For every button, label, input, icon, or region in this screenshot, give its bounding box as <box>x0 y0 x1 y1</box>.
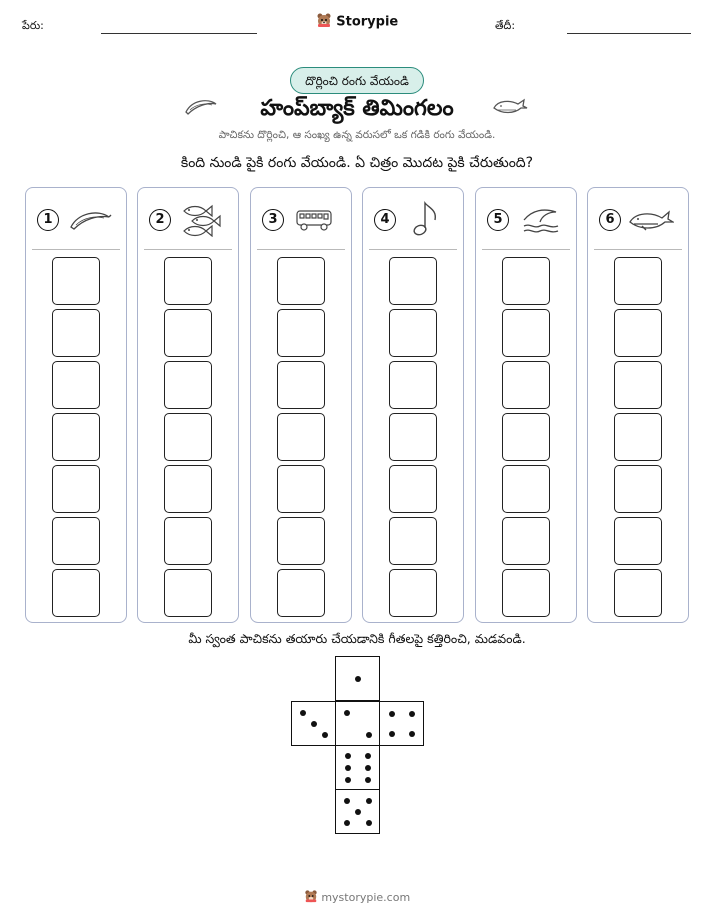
color-box[interactable] <box>52 361 100 409</box>
column-number: 3 <box>262 209 284 231</box>
color-box[interactable] <box>502 361 550 409</box>
color-box[interactable] <box>52 569 100 617</box>
dice-face-5 <box>335 789 380 834</box>
column-5 <box>475 187 577 623</box>
whale-icon <box>628 206 674 238</box>
dice-pip <box>355 809 361 815</box>
column-6 <box>587 187 689 623</box>
brand-logo <box>0 12 714 32</box>
color-box[interactable] <box>614 569 662 617</box>
color-box[interactable] <box>502 257 550 305</box>
color-box[interactable] <box>389 309 437 357</box>
bear-icon <box>304 893 322 906</box>
color-box[interactable] <box>164 257 212 305</box>
color-box[interactable] <box>277 257 325 305</box>
dice-pip <box>322 732 328 738</box>
color-box[interactable] <box>52 465 100 513</box>
color-box[interactable] <box>164 517 212 565</box>
question: కింది నుండి పైకి రంగు వేయండి. ఏ చిత్రం మొదట పైకి చేరుతుంది? <box>180 155 534 171</box>
color-box[interactable] <box>614 361 662 409</box>
color-box[interactable] <box>164 361 212 409</box>
color-box[interactable] <box>277 465 325 513</box>
dice-pip <box>345 753 351 759</box>
dice-pip <box>344 820 350 826</box>
dice-pip <box>365 753 371 759</box>
dice-pip <box>366 820 372 826</box>
dice-pip <box>389 731 395 737</box>
color-box[interactable] <box>277 361 325 409</box>
whale-icon <box>492 94 528 122</box>
dice-pip <box>409 731 415 737</box>
activity-badge: దొర్లించి రంగు వేయండి <box>290 67 424 94</box>
color-box[interactable] <box>389 465 437 513</box>
color-box[interactable] <box>389 257 437 305</box>
color-box[interactable] <box>164 413 212 461</box>
color-box[interactable] <box>277 413 325 461</box>
column-divider <box>594 249 682 250</box>
color-box[interactable] <box>614 309 662 357</box>
dice-pip <box>345 777 351 783</box>
dice-pip <box>409 711 415 717</box>
page-title: హంప్‌బ్యాక్ తిమింగలం <box>260 96 454 121</box>
color-box[interactable] <box>502 413 550 461</box>
color-box[interactable] <box>52 309 100 357</box>
color-box[interactable] <box>614 413 662 461</box>
dice-pip <box>366 732 372 738</box>
cut-fold-instruction: మీ స్వంత పాచికను తయారు చేయడానికి గీతలపై కత్తిరించి, మడవండి. <box>188 631 526 646</box>
color-box[interactable] <box>389 569 437 617</box>
color-box[interactable] <box>502 569 550 617</box>
date-line[interactable] <box>567 33 691 34</box>
dice-face-1 <box>335 656 380 701</box>
name-label: పేరు: <box>22 19 44 32</box>
column-divider <box>369 249 457 250</box>
color-box[interactable] <box>614 517 662 565</box>
name-line[interactable] <box>101 33 257 34</box>
column-number: 5 <box>487 209 509 231</box>
dice-pip <box>366 798 372 804</box>
column-number: 1 <box>37 209 59 231</box>
color-box[interactable] <box>277 517 325 565</box>
color-box[interactable] <box>614 257 662 305</box>
wave-icon <box>522 206 560 238</box>
color-box[interactable] <box>164 465 212 513</box>
bus-icon <box>295 208 335 236</box>
dice-pip <box>389 711 395 717</box>
column-divider <box>144 249 232 250</box>
color-box[interactable] <box>52 257 100 305</box>
column-4 <box>362 187 464 623</box>
brand-name: Storypie <box>336 14 399 30</box>
column-divider <box>257 249 345 250</box>
column-number: 6 <box>599 209 621 231</box>
color-box[interactable] <box>389 361 437 409</box>
column-2 <box>137 187 239 623</box>
dice-pip <box>345 765 351 771</box>
dice-pip <box>300 710 306 716</box>
dice-face-6 <box>335 745 380 790</box>
footer <box>0 889 714 906</box>
dice-pip <box>365 777 371 783</box>
color-box[interactable] <box>277 309 325 357</box>
color-box[interactable] <box>389 517 437 565</box>
banana-icon <box>68 207 112 237</box>
color-box[interactable] <box>164 569 212 617</box>
subtitle: పాచికను దొర్లించి, ఆ సంఖ్య ఉన్న వరుసలో ఒక గడికి రంగు వేయండి. <box>218 129 496 141</box>
color-box[interactable] <box>502 465 550 513</box>
column-1 <box>25 187 127 623</box>
dice-pip <box>355 676 361 682</box>
dice-face-2 <box>335 701 380 746</box>
color-box[interactable] <box>614 465 662 513</box>
color-box[interactable] <box>164 309 212 357</box>
color-box[interactable] <box>277 569 325 617</box>
dice-pip <box>344 798 350 804</box>
dice-pip <box>344 710 350 716</box>
color-box[interactable] <box>52 517 100 565</box>
color-box[interactable] <box>502 309 550 357</box>
color-box[interactable] <box>502 517 550 565</box>
dice-face-3 <box>291 701 336 746</box>
dice-face-4 <box>379 701 424 746</box>
fish-icon <box>182 203 222 241</box>
column-3 <box>250 187 352 623</box>
date-label: తేదీ: <box>495 19 516 32</box>
column-number: 4 <box>374 209 396 231</box>
music-note-icon <box>411 200 441 242</box>
column-divider <box>482 249 570 250</box>
color-box[interactable] <box>52 413 100 461</box>
footer-url[interactable]: mystorypie.com <box>321 891 411 904</box>
dice-pip <box>365 765 371 771</box>
bear-icon <box>316 17 337 32</box>
column-number: 2 <box>149 209 171 231</box>
dice-pip <box>311 721 317 727</box>
column-divider <box>32 249 120 250</box>
color-box[interactable] <box>389 413 437 461</box>
